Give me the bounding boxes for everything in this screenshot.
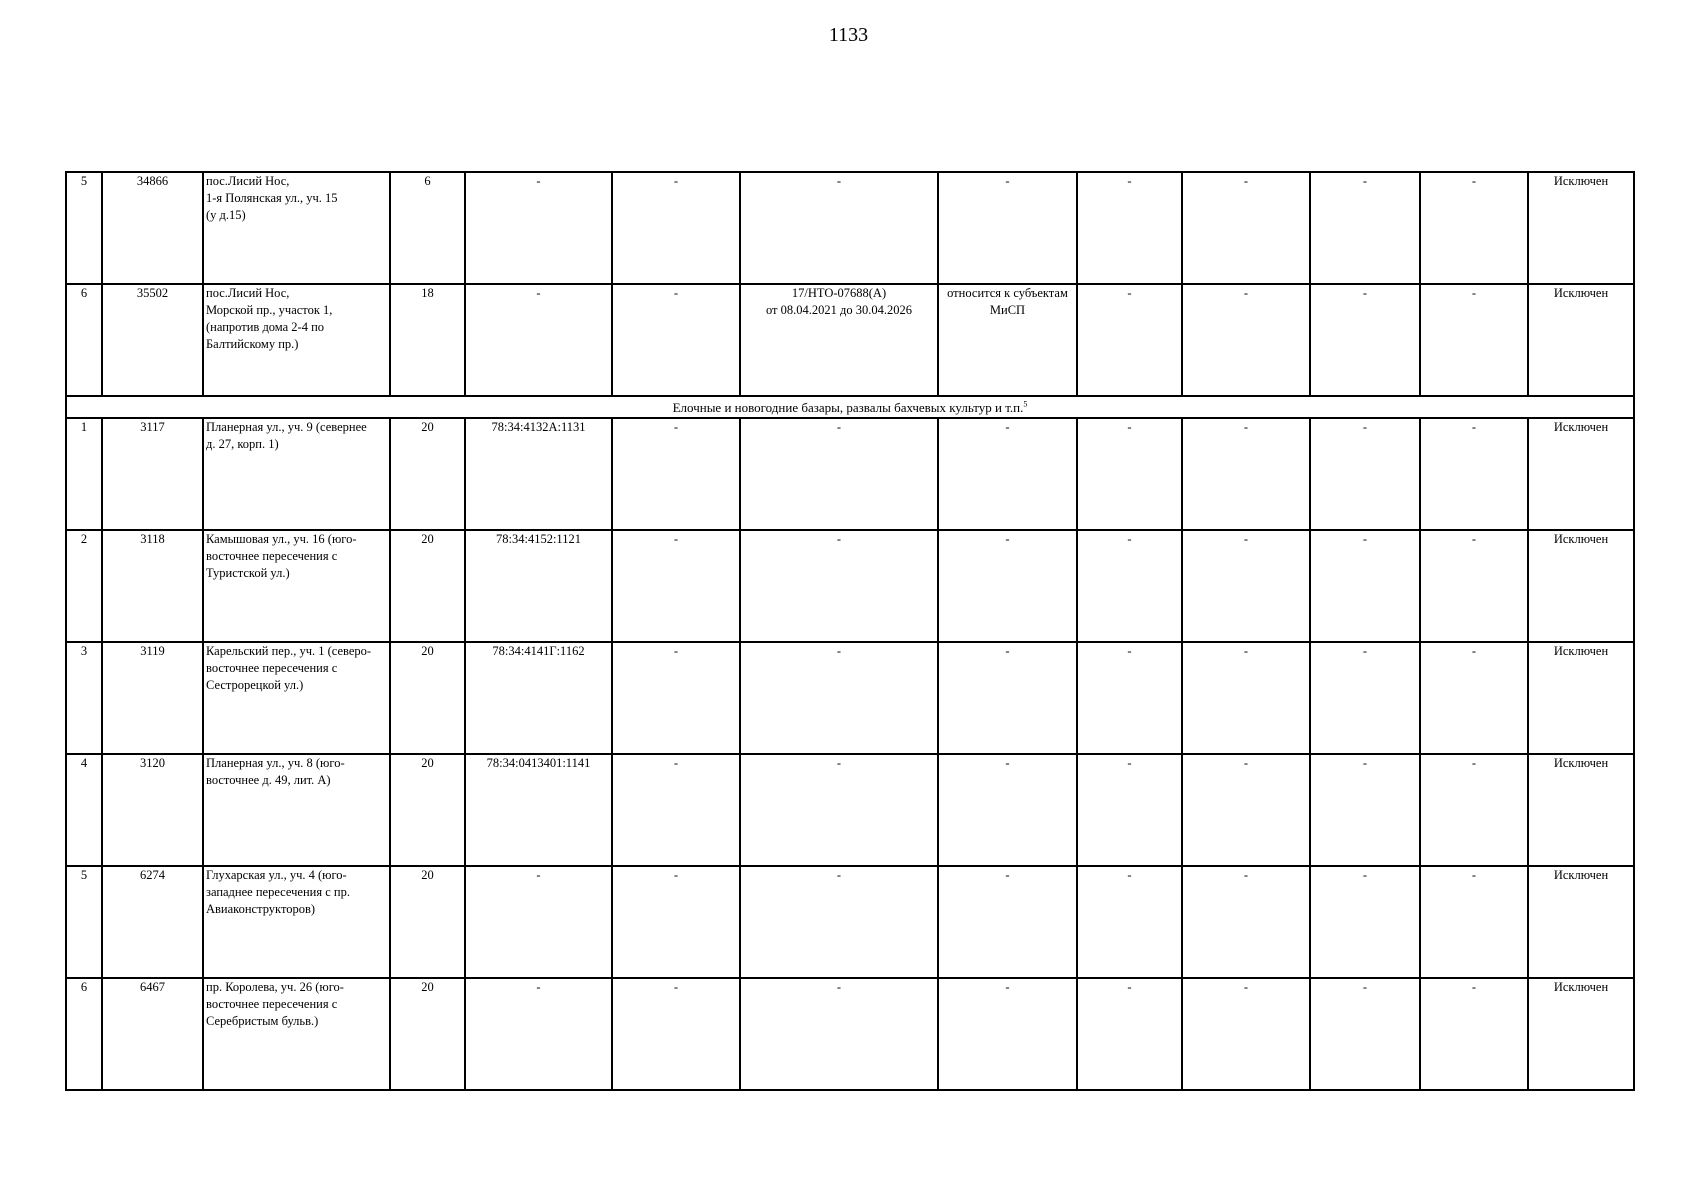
table-cell: - [1420, 172, 1528, 284]
table-cell: - [1077, 418, 1182, 530]
object-id-cell: 3118 [102, 530, 203, 642]
table-cell: - [1182, 284, 1310, 396]
address-cell: Планерная ул., уч. 8 (юго- восточнее д. 49, лит. А) [203, 754, 390, 866]
row-number-cell: 5 [66, 866, 102, 978]
table-cell: - [1077, 754, 1182, 866]
table-cell: - [1077, 978, 1182, 1090]
table-cell: - [1310, 284, 1420, 396]
area-cell: 20 [390, 866, 465, 978]
area-cell: 20 [390, 418, 465, 530]
cadastral-number-cell: 78:34:4141Г:1162 [465, 642, 612, 754]
table-cell: - [1310, 530, 1420, 642]
msp-cell: - [938, 754, 1077, 866]
table-cell: - [1182, 866, 1310, 978]
table-row [66, 754, 1634, 866]
table-cell: - [1310, 418, 1420, 530]
msp-cell: - [938, 866, 1077, 978]
status-cell: Исключен [1528, 284, 1634, 396]
contract-cell: - [740, 978, 938, 1090]
row-number-cell: 4 [66, 754, 102, 866]
status-cell: Исключен [1528, 530, 1634, 642]
table-cell: - [1310, 172, 1420, 284]
table-cell: - [1077, 866, 1182, 978]
table-cell: - [1420, 284, 1528, 396]
table-cell: - [612, 866, 740, 978]
object-id-cell: 3120 [102, 754, 203, 866]
contract-cell: 17/НТО-07688(А) от 08.04.2021 до 30.04.2026 [740, 284, 938, 396]
table-cell: - [1310, 754, 1420, 866]
table-cell: - [1310, 642, 1420, 754]
area-cell: 18 [390, 284, 465, 396]
row-number-cell: 5 [66, 172, 102, 284]
table-cell: - [1310, 978, 1420, 1090]
page-number: 1133 [828, 24, 869, 46]
address-cell: Глухарская ул., уч. 4 (юго- западнее пересечения с пр. Авиаконструкторов) [203, 866, 390, 978]
cadastral-number-cell: - [465, 978, 612, 1090]
table-cell: - [1182, 172, 1310, 284]
cadastral-number-cell: 78:34:4132А:1131 [465, 418, 612, 530]
row-number-cell: 2 [66, 530, 102, 642]
table-cell: - [1420, 530, 1528, 642]
status-cell: Исключен [1528, 418, 1634, 530]
table-cell: - [1182, 642, 1310, 754]
table-row [66, 642, 1634, 754]
address-cell: Камышовая ул., уч. 16 (юго- восточнее пересечения с Туристской ул.) [203, 530, 390, 642]
table-cell: - [1182, 754, 1310, 866]
section-header-cell [66, 396, 1634, 418]
contract-cell: - [740, 172, 938, 284]
area-cell: 20 [390, 530, 465, 642]
cadastral-number-cell: - [465, 172, 612, 284]
registry-table [65, 171, 1635, 1091]
table-cell: - [1182, 418, 1310, 530]
status-cell: Исключен [1528, 642, 1634, 754]
row-number-cell: 1 [66, 418, 102, 530]
row-number-cell: 6 [66, 978, 102, 1090]
area-cell: 20 [390, 754, 465, 866]
cadastral-number-cell: 78:34:4152:1121 [465, 530, 612, 642]
table-cell: - [612, 172, 740, 284]
table-cell: - [1182, 978, 1310, 1090]
contract-cell: - [740, 642, 938, 754]
table-cell: - [1077, 284, 1182, 396]
status-cell: Исключен [1528, 754, 1634, 866]
contract-cell: - [740, 754, 938, 866]
msp-cell: - [938, 642, 1077, 754]
section-header-row [66, 396, 1634, 418]
table-cell: - [1182, 530, 1310, 642]
table-row [66, 530, 1634, 642]
table-cell: - [1420, 642, 1528, 754]
address-cell: пос.Лисий Нос, 1-я Полянская ул., уч. 15 (у д.15) [203, 172, 390, 284]
object-id-cell: 6467 [102, 978, 203, 1090]
table-cell: - [1420, 754, 1528, 866]
table-cell: - [612, 284, 740, 396]
msp-cell: - [938, 418, 1077, 530]
cadastral-number-cell: - [465, 866, 612, 978]
status-cell: Исключен [1528, 172, 1634, 284]
object-id-cell: 3117 [102, 418, 203, 530]
row-number-cell: 3 [66, 642, 102, 754]
address-cell: пр. Королева, уч. 26 (юго- восточнее пересечения с Серебристым бульв.) [203, 978, 390, 1090]
table-cell: - [612, 754, 740, 866]
address-cell: Планерная ул., уч. 9 (севернее д. 27, корп. 1) [203, 418, 390, 530]
address-cell: пос.Лисий Нос, Морской пр., участок 1, (напротив дома 2-4 по Балтийскому пр.) [203, 284, 390, 396]
area-cell: 6 [390, 172, 465, 284]
address-cell: Карельский пер., уч. 1 (северо- восточнее пересечения с Сестрорецкой ул.) [203, 642, 390, 754]
msp-cell: - [938, 530, 1077, 642]
table-cell: - [1310, 866, 1420, 978]
cadastral-number-cell: - [465, 284, 612, 396]
area-cell: 20 [390, 978, 465, 1090]
table-cell: - [612, 418, 740, 530]
status-cell: Исключен [1528, 866, 1634, 978]
table-row [66, 418, 1634, 530]
table-row [66, 284, 1634, 396]
footnote-marker: 5 [1023, 399, 1028, 409]
table-cell: - [1420, 418, 1528, 530]
table-row [66, 978, 1634, 1090]
table-cell: - [1077, 642, 1182, 754]
object-id-cell: 35502 [102, 284, 203, 396]
table-cell: - [612, 530, 740, 642]
table-cell: - [612, 978, 740, 1090]
table-row [66, 866, 1634, 978]
contract-cell: - [740, 530, 938, 642]
contract-cell: - [740, 418, 938, 530]
section-title: Елочные и новогодние базары, развалы бахчевых культур и т.п. [672, 399, 1024, 415]
object-id-cell: 34866 [102, 172, 203, 284]
object-id-cell: 3119 [102, 642, 203, 754]
table-cell: - [1420, 866, 1528, 978]
table-row [66, 172, 1634, 284]
row-number-cell: 6 [66, 284, 102, 396]
table-cell: - [1077, 172, 1182, 284]
table-cell: - [612, 642, 740, 754]
contract-cell: - [740, 866, 938, 978]
cadastral-number-cell: 78:34:0413401:1141 [465, 754, 612, 866]
msp-cell: - [938, 978, 1077, 1090]
table-cell: - [1077, 530, 1182, 642]
object-id-cell: 6274 [102, 866, 203, 978]
status-cell: Исключен [1528, 978, 1634, 1090]
msp-cell: - [938, 172, 1077, 284]
table-cell: - [1420, 978, 1528, 1090]
msp-cell: относится к субъектам МиСП [938, 284, 1077, 396]
area-cell: 20 [390, 642, 465, 754]
